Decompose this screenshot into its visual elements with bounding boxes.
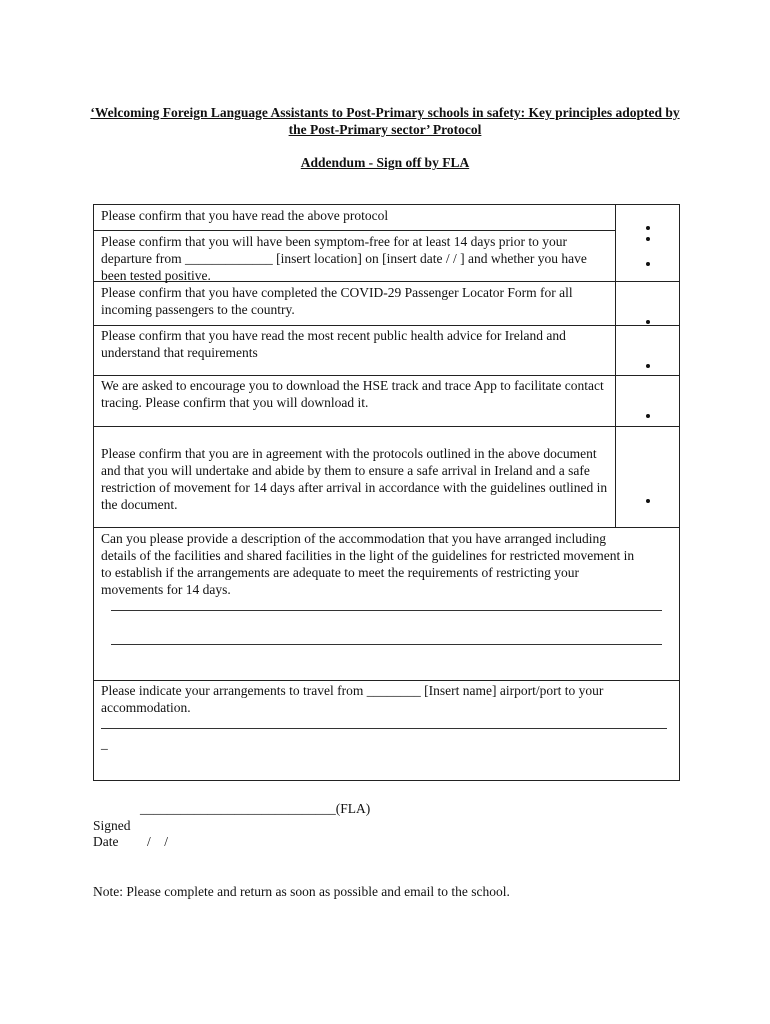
bullet-icon[interactable] (646, 499, 650, 503)
row-divider (93, 325, 680, 326)
column-divider (615, 204, 616, 527)
row-2-text: Please confirm that you will have been symptom-free for at least 14 days prior to your departure from _____________ [insert location] on [insert date / / ] and whether you have been tested positive. (101, 234, 587, 283)
sign-off-table (93, 204, 680, 781)
date-label: Date (93, 834, 119, 849)
travel-question: Please indicate your arrangements to travel from ________ [Insert name] airport/port to your accommodation. (101, 683, 604, 715)
document-subtitle: Addendum - Sign off by FLA (300, 155, 470, 170)
bullet-icon[interactable] (646, 320, 650, 324)
row-3-text: Please confirm that you have completed the COVID-29 Passenger Locator Form for all incoming passengers to the country. (101, 285, 573, 317)
row-5-text: We are asked to encourage you to download the HSE track and trace App to facilitate contact tracing. Please confirm that you will download it. (101, 378, 604, 410)
bullet-icon[interactable] (646, 262, 650, 266)
answer-line[interactable] (111, 610, 662, 611)
document-title: ‘Welcoming Foreign Language Assistants to Post-Primary schools in safety: Key principles adopted by the Post-Primary sector’ Protocol (90, 105, 680, 137)
bullet-icon[interactable] (646, 364, 650, 368)
signature-line[interactable]: _____________________________(FLA) (140, 801, 371, 816)
bullet-icon[interactable] (646, 414, 650, 418)
accommodation-question: Can you please provide a description of the accommodation that you have arranged including details of the facilities and shared facilities in the light of the guidelines for restricted movement in to establish if the arrangements are adequate to meet the requirements of restricting your movements for 14 days. (101, 531, 635, 597)
row-divider (93, 680, 680, 681)
row-divider (93, 375, 680, 376)
bullet-icon[interactable] (646, 237, 650, 241)
row-1-text: Please confirm that you have read the above protocol (101, 208, 389, 223)
bullet-icon[interactable] (646, 226, 650, 230)
row-4-text: Please confirm that you have read the most recent public health advice for Ireland and understand that requirements (101, 328, 566, 360)
footer-note: Note: Please complete and return as soon as possible and email to the school. (93, 884, 510, 899)
travel-answer-tail: _ (101, 736, 108, 751)
signed-label: Signed (93, 818, 131, 833)
answer-line[interactable] (111, 644, 662, 645)
row-6-text: Please confirm that you are in agreement with the protocols outlined in the above document and that you will undertake and abide by them to ensure a safe arrival in Ireland and a safe restriction of movement for 14 days after arrival in accordance with the guidelines outlined in the document. (101, 446, 608, 512)
row-divider (93, 230, 615, 231)
row-divider (93, 426, 680, 427)
row-divider (93, 527, 680, 528)
date-field[interactable]: / / (147, 834, 169, 849)
answer-line[interactable] (101, 728, 667, 729)
